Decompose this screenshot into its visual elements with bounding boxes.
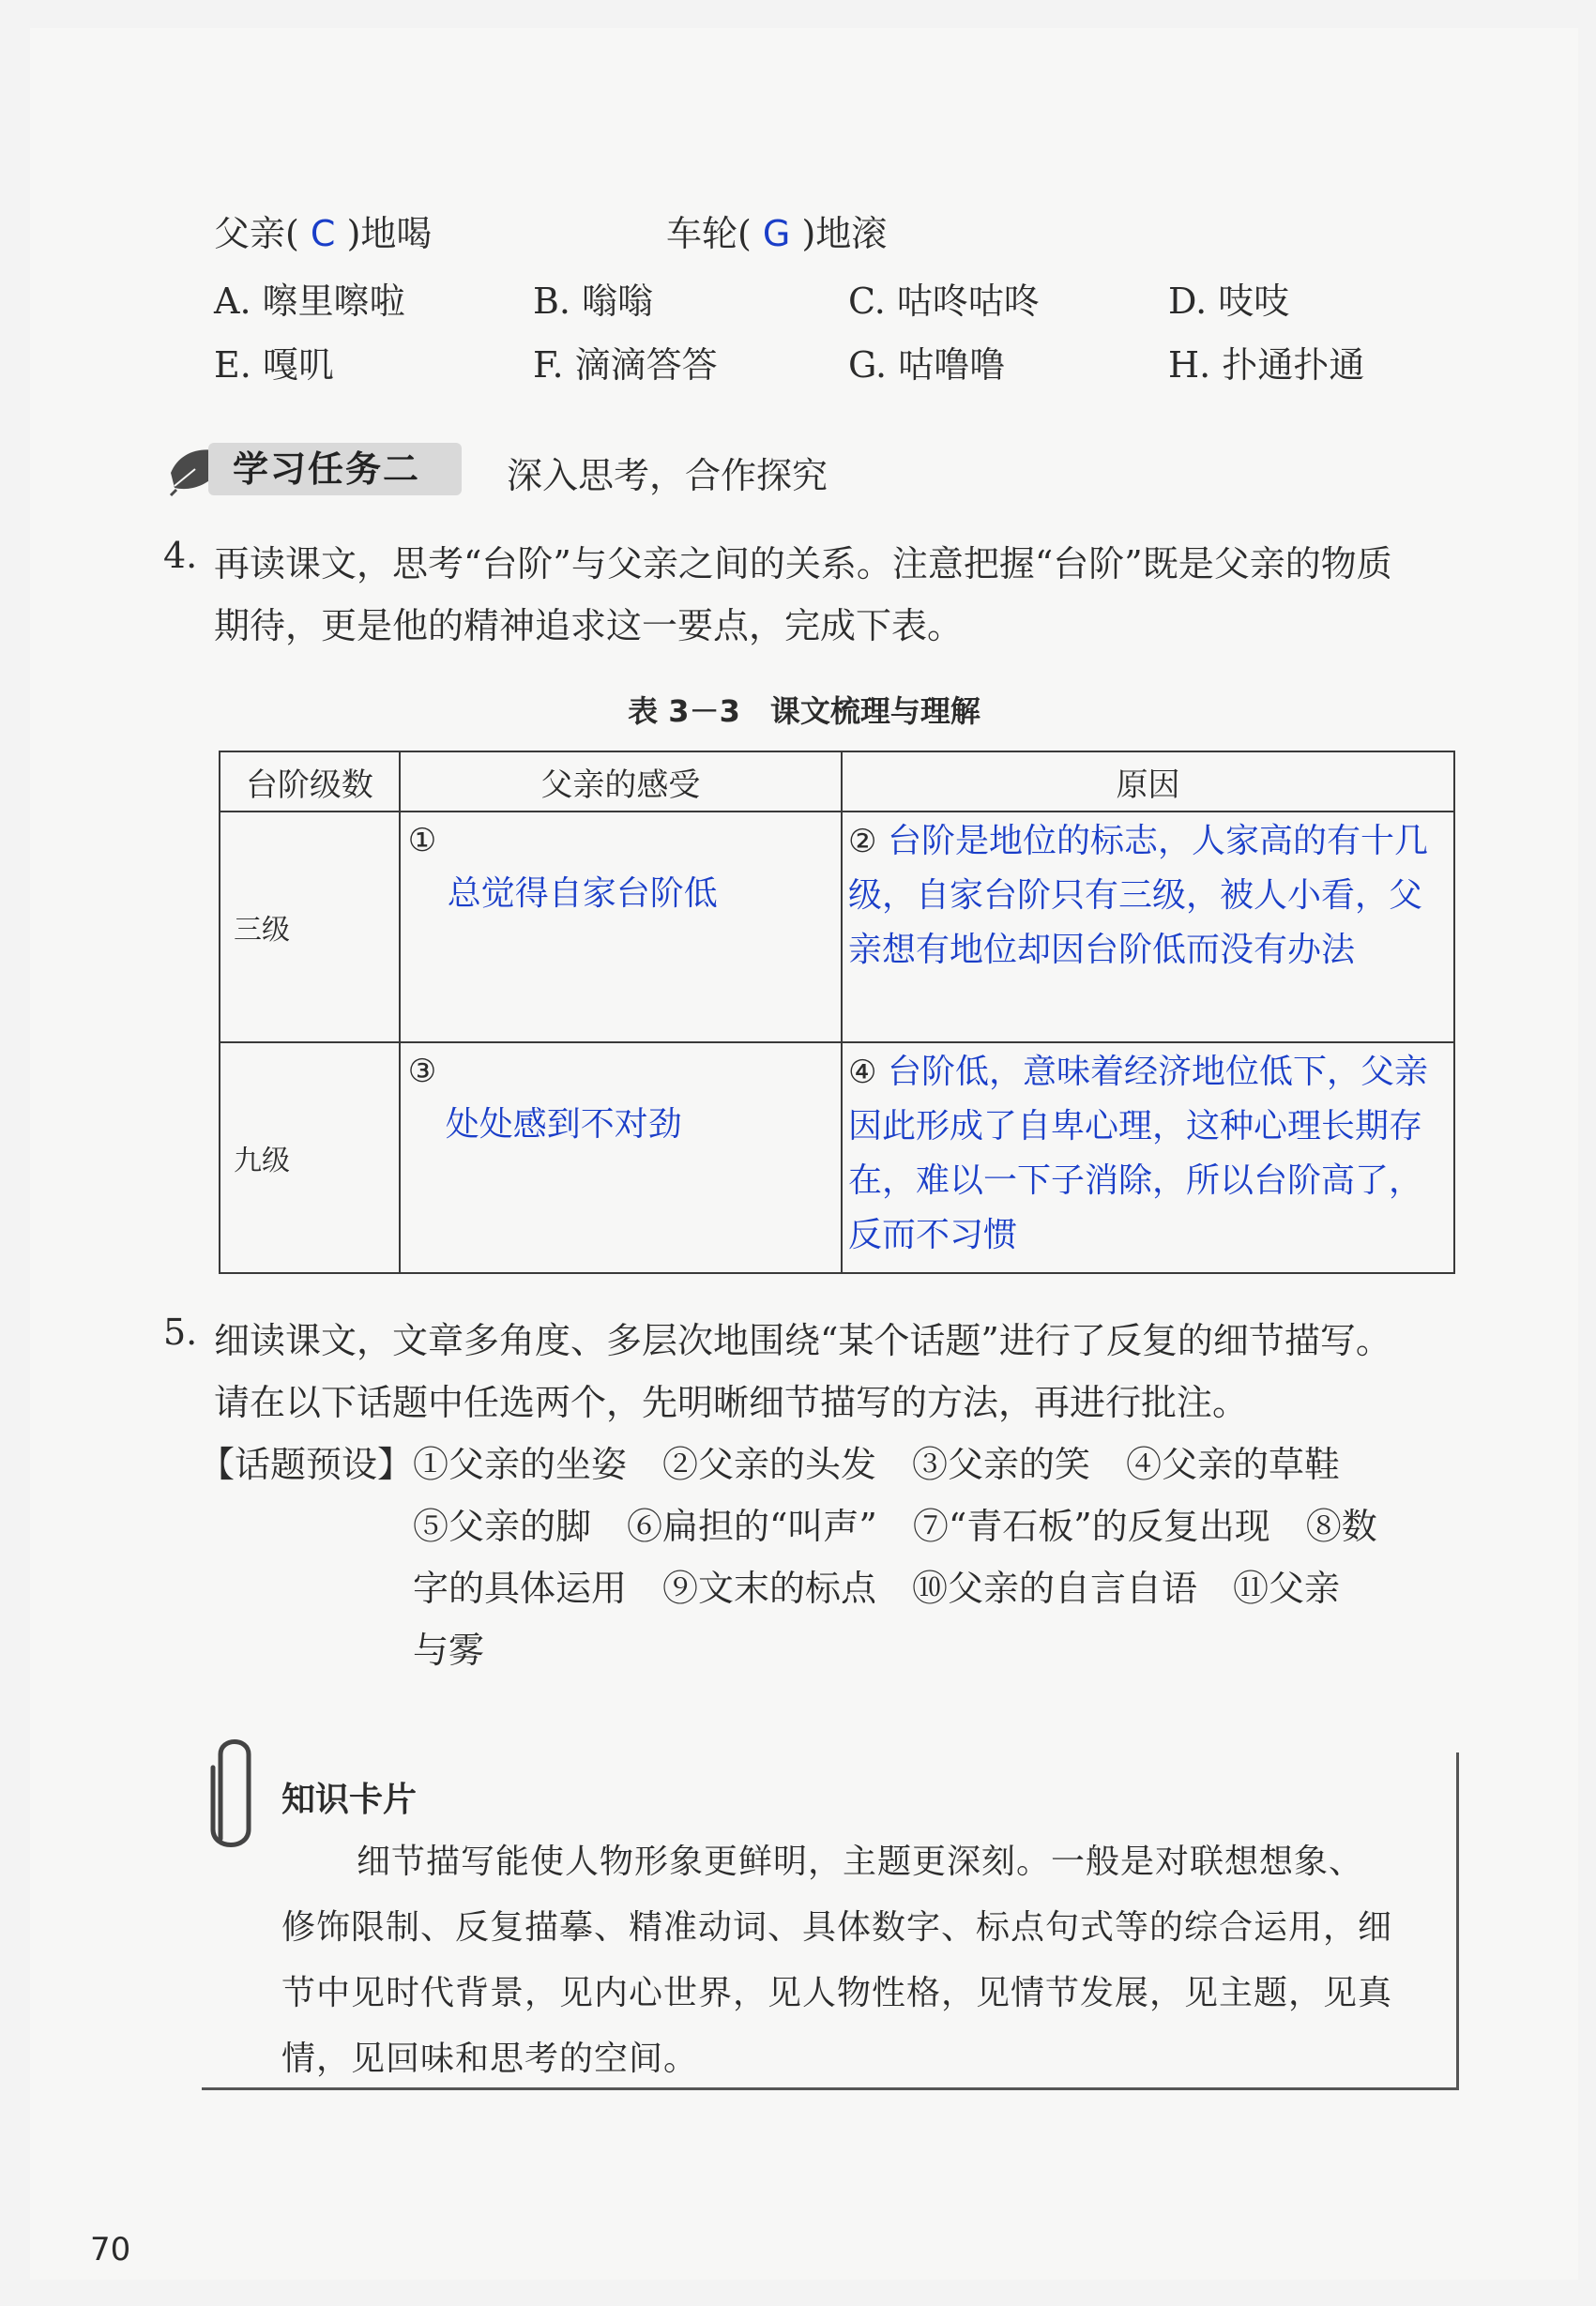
topic-preset-label: 【话题预设】: [199, 1444, 414, 1485]
topic-preset-line-2: ⑤父亲的脚 ⑥扁担的“叫声” ⑦“青石板”的反复出现 ⑧数: [413, 1506, 1377, 1547]
card-line-1: 细节描写能使人物形象更鲜明，主题更深刻。一般是对联想想象、: [357, 1843, 1364, 1881]
table-caption: 表 3－3 课文梳理与理解: [628, 693, 980, 729]
card-line-4: 情，见回味和思考的空间。: [281, 2040, 699, 2078]
level-cell: 九级: [220, 1042, 400, 1273]
answer-2: G: [762, 213, 791, 254]
feeling-cell: ③ 处处感到不对劲: [400, 1042, 842, 1273]
topic-preset-line-3: 字的具体运用 ⑨文末的标点 ⑩父亲的自言自语 ⑪父亲: [413, 1568, 1341, 1609]
option-d: D. 吱吱: [1168, 281, 1290, 322]
card-title: 知识卡片: [281, 1781, 418, 1819]
reason-cell: ④ 台阶低，意味着经济地位低下，父亲因此形成了自卑心理，这种心理长期存在，难以一下子消除，所以台阶高了，反而不习惯: [842, 1042, 1454, 1273]
task-banner: [167, 437, 464, 499]
topic-preset-line-4: 与雾: [413, 1630, 485, 1671]
task-badge: 学习任务二: [208, 443, 462, 495]
reason-answer: 台阶是地位的标志，人家高的有十几级，自家台阶只有三级，被人小看，父亲想有地位却因台阶低而没有办法: [848, 822, 1428, 969]
fill-blank-item-1: 父亲( C )地喝: [214, 213, 433, 254]
fill-blank-item-2: 车轮( G )地滚: [666, 213, 888, 254]
question-4-line-2: 期待，更是他的精神追求这一要点，完成下表。: [214, 605, 964, 646]
option-f: F. 滴滴答答: [533, 344, 718, 386]
option-c: C. 咕咚咕咚: [848, 281, 1040, 322]
table-row: [220, 812, 1454, 1042]
feeling-cell: ① 总觉得自家台阶低: [400, 812, 842, 1042]
header-level: 台阶级数: [220, 751, 400, 812]
topic-preset-line-1: ①父亲的坐姿 ②父亲的头发 ③父亲的笑 ④父亲的草鞋: [413, 1444, 1341, 1485]
feeling-answer: 处处感到不对劲: [445, 1105, 682, 1144]
feeling-answer: 总觉得自家台阶低: [447, 874, 718, 913]
option-a: A. 嚓里嚓啦: [214, 281, 405, 322]
question-5-line-1: 细读课文，文章多角度、多层次地围绕“某个话题”进行了反复的细节描写。: [214, 1320, 1391, 1361]
card-line-3: 节中见时代背景，见内心世界，见人物性格，见情节发展，见主题，见真: [281, 1974, 1393, 2012]
question-4-number: 4.: [163, 535, 198, 576]
question-5-number: 5.: [163, 1312, 198, 1353]
option-g: G. 咕噜噜: [848, 344, 1006, 386]
option-b: B. 嗡嗡: [533, 281, 654, 322]
summary-table: [219, 751, 1455, 1274]
header-feeling: 父亲的感受: [400, 751, 842, 812]
page-number: 70: [90, 2231, 131, 2268]
card-line-2: 修饰限制、反复描摹、精准动词、具体数字、标点句式等的综合运用，细: [281, 1908, 1393, 1947]
option-h: H. 扑通扑通: [1168, 344, 1365, 386]
question-5-line-2: 请在以下话题中任选两个，先明晰细节描写的方法，再进行批注。: [214, 1382, 1249, 1423]
reason-cell: ② 台阶是地位的标志，人家高的有十几级，自家台阶只有三级，被人小看，父亲想有地位却因台阶低而没有办法: [842, 812, 1454, 1042]
workbook-page: [30, 28, 1578, 2280]
answer-1: C: [310, 213, 336, 254]
paperclip-icon: [202, 1726, 267, 1867]
table-row: [220, 1042, 1454, 1273]
question-4-line-1: 再读课文，思考“台阶”与父亲之间的关系。注意把握“台阶”既是父亲的物质: [214, 543, 1392, 584]
header-reason: 原因: [842, 751, 1454, 812]
option-e: E. 嘎叽: [214, 344, 334, 386]
level-cell: 三级: [220, 812, 400, 1042]
card-border-right: [1456, 1752, 1459, 2090]
card-body: [281, 1829, 1445, 2092]
reason-answer: 台阶低，意味着经济地位低下，父亲因此形成了自卑心理，这种心理长期存在，难以一下子消除，所以台阶高了，反而不习惯: [848, 1053, 1428, 1254]
task-subtitle: 深入思考，合作探究: [507, 455, 828, 496]
table-header-row: [220, 751, 1454, 812]
